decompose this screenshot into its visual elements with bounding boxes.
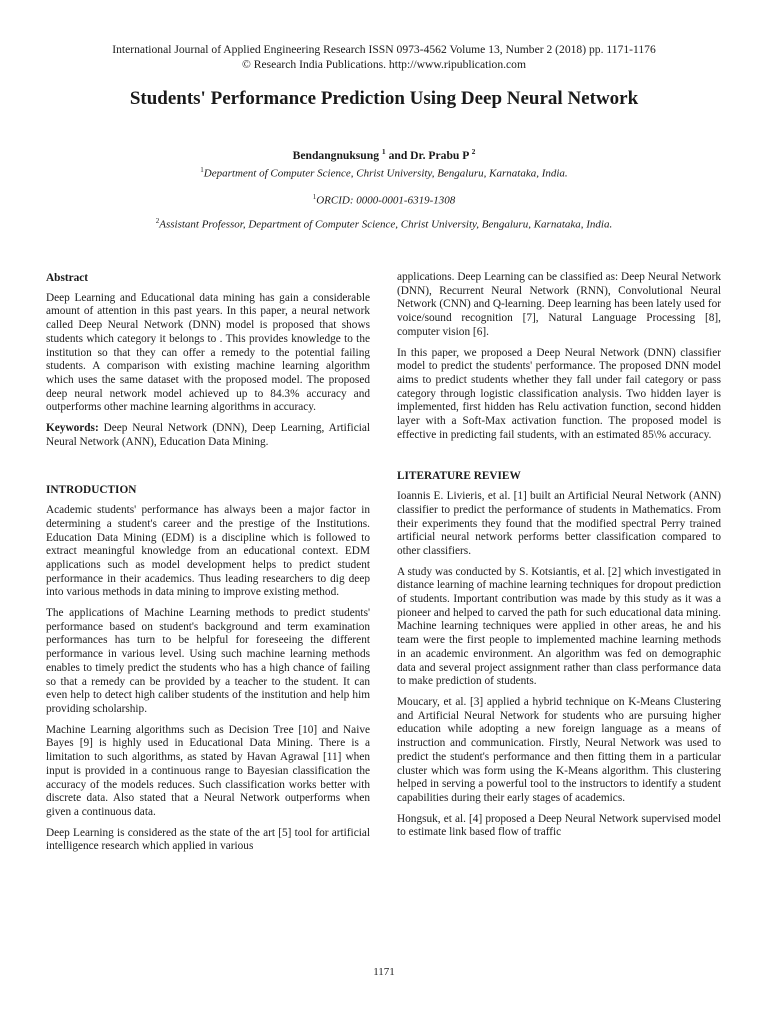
journal-citation: International Journal of Applied Engineering Research ISSN 0973-4562 Volume 13, Number 2 (2018) pp. 1171-1176 [112, 43, 656, 56]
paper-title: Students' Performance Prediction Using Deep Neural Network [129, 88, 639, 109]
affiliation-marker: 2 [155, 217, 160, 225]
intro-continued-paragraph: In this paper, we proposed a Deep Neural Network (DNN) classifier model to predict the students' performance. The proposed DNN model aims to predict students whether they fall under fail category or pass category through logistic classification analysis. Two hidden layer is implemented, first hidden has Relu activation function, second hidden layer with a Soft-Max activation function. The proposed model is effective in predicting fail students, with an estimated 85\% accuracy. [397, 346, 721, 441]
abstract-text: Deep Learning and Educational data mining has gain a considerable amount of attention in this past years. In this paper, a neural network called Deep Neural Network (DNN) model is proposed that shows students which category it belongs to . This provides knowledge to the institution so that they can offer a remedy to the potential failing students. A comparison with existing machine learning algorithm which uses the same dataset with the proposed model. The proposed deep neural network model achieved up to 84.3% accuracy and outperforms other machine learning algorithms in accuracy. [46, 291, 370, 414]
keywords-label: Keywords: [46, 422, 99, 435]
journal-header [0, 42, 768, 72]
intro-paragraph: The applications of Machine Learning methods to predict students' performance based on student's background and term examination performances has turn to be helpful for foreseeing the different performance in various level. Using such machine learning methods enables to timely predict the students who has a high chance of failing so that a remedy can be provided by a teacher to the student. It can even help to detect high caliber students of the institution and help him providing scholarship. [46, 607, 370, 715]
author-conjunction: and [385, 148, 411, 162]
affiliation-2 [0, 217, 768, 231]
affiliation-marker: 1 [312, 193, 317, 201]
orcid [0, 193, 768, 207]
intro-paragraph: Academic students' performance has always been a major factor in determining a student's career and the prestige of the Institutions. Education Data Mining (EDM) is a discipline which is followed to extract meaningful knowledge from an educational context. EDM applications such as model development helps to predict student performance in their academics. Thus leading researchers to dig deep into various methods in data mining to improve existing method. [46, 504, 370, 599]
keywords [46, 422, 370, 449]
literature-paragraph: A study was conducted by S. Kotsiantis, et al. [2] which investigated in distance learning of machine learning techniques for dropout prediction of students. Important contribution was made by this study as it was a pioneer and helped to carved the path for such educational data mining. Machine learning techniques were applied in other areas, he and his team were the first people to implemented machine learning methods in an academic environment. An algorithm was fed on demographic data and several project assignment rather than class performance data to make prediction of students. [397, 565, 721, 688]
intro-paragraph: Deep Learning is considered as the state of the art [5] tool for artificial intelligence research which applied in various [46, 826, 370, 853]
author-name: Bendangnuksung [292, 148, 380, 162]
literature-paragraph: Hongsuk, et al. [4] proposed a Deep Neural Network supervised model to estimate link based flow of traffic [397, 812, 721, 839]
keywords-text: Deep Neural Network (DNN), Deep Learning, Artificial Neural Network (ANN), Education Data Mining. [46, 422, 370, 448]
author-affiliation-marker: 2 [471, 147, 476, 156]
author-name: Dr. Prabu P [410, 148, 469, 162]
section-spacer [46, 456, 370, 484]
left-column [46, 272, 370, 861]
intro-paragraph: Machine Learning algorithms such as Decision Tree [10] and Naive Bayes [9] is highly used in Educational Data Mining. There is a limitation to such algorithms, as stated by Havan Agrawal [11] when input is provided in a continuous range to Bayesian classification the accuracy of the models reduces. Such classification works better with discrete data. Also stated that a Neural Network outperforms when given a continuous data. [46, 723, 370, 818]
introduction-heading: INTRODUCTION [46, 484, 137, 497]
author-line [0, 147, 768, 162]
literature-review-heading: LITERATURE REVIEW [397, 470, 521, 483]
affiliation-1 [0, 166, 768, 180]
orcid-text: ORCID: 0000-0001-6319-1308 [316, 194, 456, 207]
affiliation-text: Department of Computer Science, Christ University, Bengaluru, Karnataka, India. [203, 167, 568, 180]
intro-continued-paragraph: applications. Deep Learning can be classified as: Deep Neural Network (DNN), Recurrent Neural Network (RNN), Convolutional Neural Network (CNN) and Q-learning. Deep learning has been lately used for voice/sound recognition [7], Natural Language Processing [8], computer vision [6]. [397, 271, 721, 338]
page-number: 1171 [373, 966, 395, 978]
literature-paragraph: Ioannis E. Livieris, et al. [1] built an Artificial Neural Network (ANN) classifier to predict the performance of students in Mathematics. From their experiments they found that the modified spectral Perry trained artificial neural network performs better classification compared to other classifiers. [397, 490, 721, 557]
publisher-line: © Research India Publications. http://www.ripublication.com [242, 58, 526, 71]
literature-paragraph: Moucary, et al. [3] applied a hybrid technique on K-Means Clustering and Artificial Neural Network for students who are pursuing higher education while adopting a new foreign language as a means of instruction and communication. Firstly, Neural Network was used to predict the student's performance and then fitting them in a particular cluster which was form using the K-Means algorithm. This clustering helped in serving a powerful tool to the instructors to identify a student capabilities during their early stages of academics. [397, 695, 721, 804]
right-column [397, 271, 721, 847]
abstract-heading: Abstract [46, 272, 89, 284]
section-spacer [397, 449, 721, 470]
affiliation-text: Assistant Professor, Department of Computer Science, Christ University, Bengaluru, Karnataka, India. [159, 218, 613, 231]
affiliation-marker: 1 [200, 166, 204, 174]
author-affiliation-marker: 1 [381, 147, 386, 156]
